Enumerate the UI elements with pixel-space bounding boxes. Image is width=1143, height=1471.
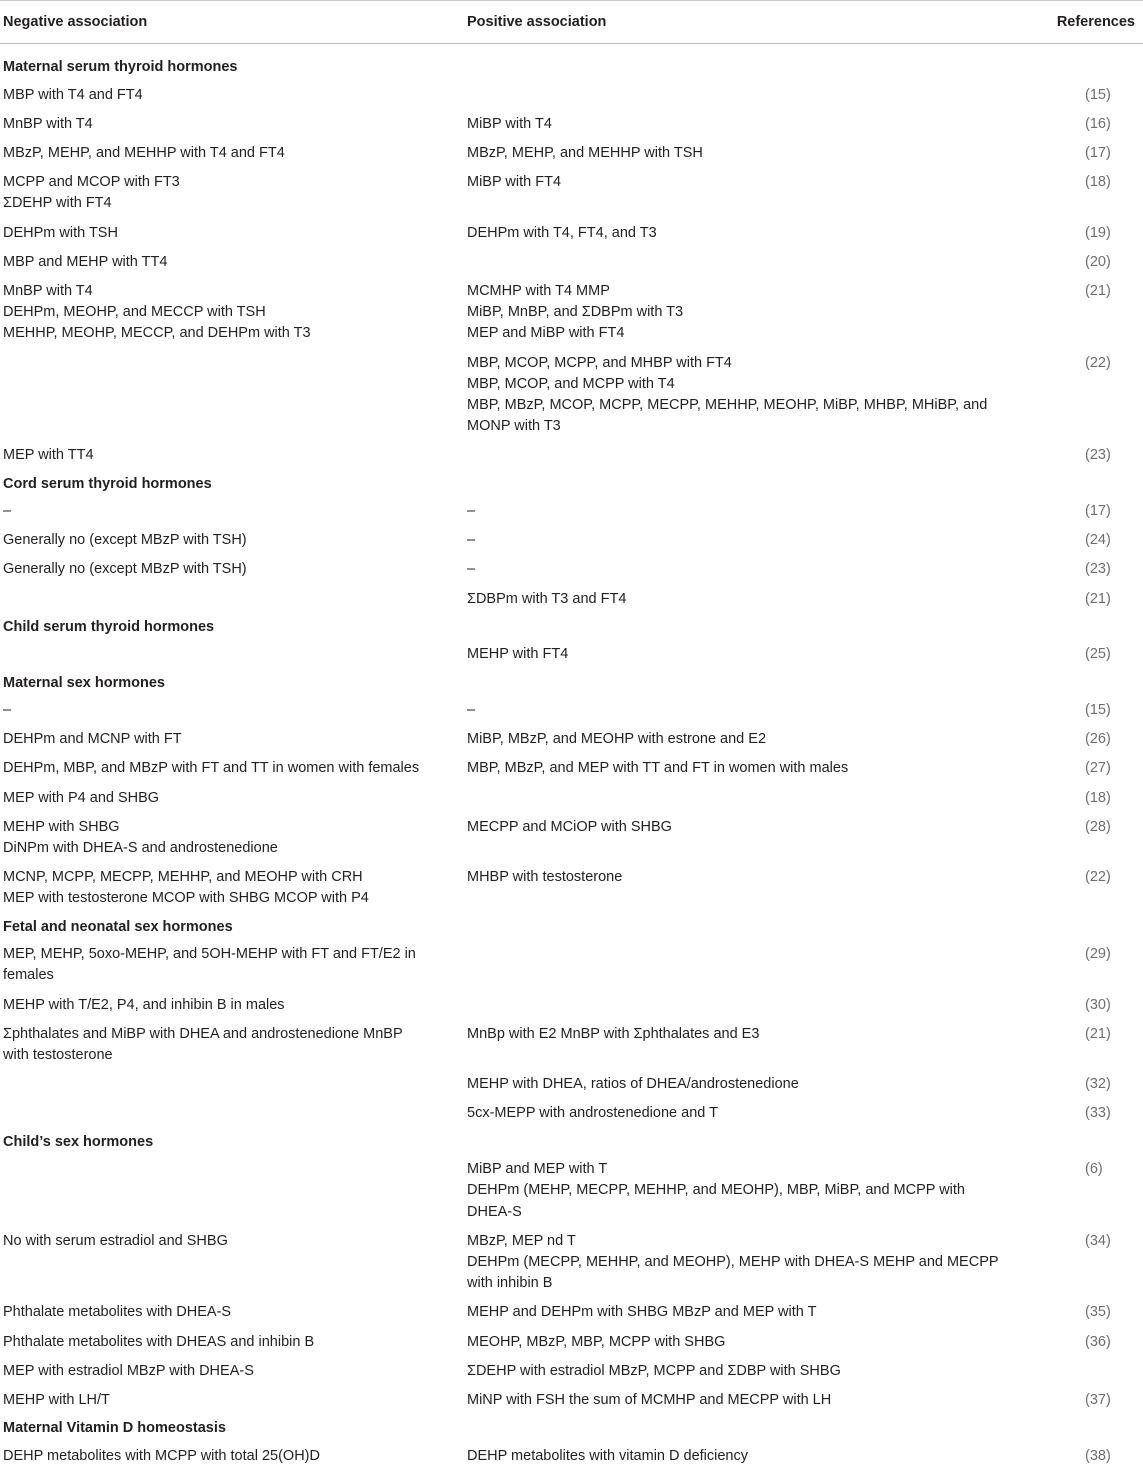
reference-cell: (37) [1085,1391,1111,1408]
table-header [0,0,1143,44]
negative-cell [0,559,467,580]
positive-cell [467,644,1043,665]
negative-cell [0,1302,467,1323]
positive-cell [467,1302,1043,1323]
positive-line: MnBp with E2 MnBP with Σphthalates and E3 [467,1025,760,1042]
negative-line: No with serum estradiol and SHBG [3,1232,228,1249]
negative-cell [0,252,467,273]
negative-line: ΣDEHP with FT4 [3,195,112,212]
positive-cell [467,223,1043,244]
reference-cell: (23) [1085,447,1111,464]
negative-line: MEP with estradiol MBzP with DHEA-S [3,1362,254,1379]
negative-line: – [3,503,12,520]
negative-line: MnBP with T4 [3,115,93,132]
header-negative: Negative association [3,14,148,30]
positive-line: MHBP with testosterone [467,869,623,886]
positive-line: 5cx-MEPP with androstenedione and T [467,1105,718,1122]
positive-cell [467,1103,1043,1124]
negative-cell [0,1332,467,1353]
reference-cell: (21) [1085,590,1111,607]
table-row [0,81,1143,110]
negative-cell [0,223,467,244]
table-row [0,1442,1143,1471]
positive-line: MiNP with FSH the sum of MCMHP and MECPP with LH [467,1391,832,1408]
table-row [0,1099,1143,1128]
reference-cell: (19) [1085,224,1111,241]
reference-cell: (28) [1085,818,1111,835]
negative-cell [0,995,467,1016]
table-row [0,1386,1143,1415]
positive-line: MiBP with FT4 [467,174,562,191]
negative-line: MEHP with LH/T [3,1391,110,1408]
negative-cell [0,114,467,135]
section-heading: Maternal sex hormones [3,674,165,691]
reference-cell: (34) [1085,1232,1111,1249]
section-heading: Cord serum thyroid hormones [3,475,212,492]
table-row [0,1227,1143,1299]
reference-cell: (17) [1085,503,1111,520]
positive-line: – [467,561,476,578]
positive-line: MiBP and MEP with T [467,1161,608,1178]
table-row [0,640,1143,669]
negative-cell [0,644,467,665]
table-row [0,1155,1143,1227]
negative-line: MEHHP, MEOHP, MECCP, and DEHPm with T3 [3,325,311,342]
reference-cell: (24) [1085,532,1111,549]
table-row [0,1357,1143,1386]
positive-cell [467,114,1043,135]
positive-cell [467,788,1043,809]
reference-cell: (29) [1085,946,1111,963]
reference-cell: (18) [1085,789,1111,806]
negative-cell [0,1231,467,1295]
positive-cell [467,501,1043,522]
positive-line: DEHPm (MECPP, MEHHP, and MEOHP), MEHP with DHEA-S MEHP and MECPP [467,1253,999,1270]
positive-line: DEHPm with T4, FT4, and T3 [467,224,657,241]
reference-cell: (6) [1085,1161,1103,1178]
negative-line: MBP and MEHP with TT4 [3,253,168,270]
reference-cell: (15) [1085,86,1111,103]
negative-line: females [3,967,54,984]
section-heading: Maternal Vitamin D homeostasis [3,1420,226,1437]
negative-line: MEP with P4 and SHBG [3,789,160,806]
positive-cell [467,1159,1043,1223]
table-row [0,696,1143,725]
table-row [0,1020,1143,1070]
positive-cell [467,1332,1043,1353]
positive-line: DHEA-S [467,1203,522,1220]
positive-cell [467,172,1043,214]
positive-cell [467,559,1043,580]
reference-cell: (17) [1085,144,1111,161]
positive-cell [467,530,1043,551]
negative-line: with testosterone [3,1047,113,1063]
positive-line: MEP and MiBP with FT4 [467,325,625,342]
positive-cell [467,944,1043,986]
negative-cell [0,788,467,809]
negative-line: Generally no (except MBzP with TSH) [3,561,247,578]
negative-cell [0,445,467,466]
negative-cell [0,729,467,750]
negative-cell [0,1103,467,1124]
negative-cell [0,944,467,986]
table-row [0,1070,1143,1099]
negative-cell [0,172,467,214]
positive-line: MEHP with DHEA, ratios of DHEA/androstenedione [467,1076,799,1093]
positive-cell [467,1231,1043,1295]
positive-cell [467,867,1043,909]
positive-cell [467,1074,1043,1095]
negative-cell [0,501,467,522]
reference-cell: (27) [1085,760,1111,777]
positive-line: ΣDBPm with T3 and FT4 [467,590,627,607]
positive-line: MEOHP, MBzP, MBP, MCPP with SHBG [467,1333,726,1350]
negative-cell [0,1446,467,1467]
negative-cell [0,700,467,721]
reference-cell: (22) [1085,869,1111,886]
negative-line: MBzP, MEHP, and MEHHP with T4 and FT4 [3,144,285,161]
table-row [0,168,1143,218]
positive-line: MBP, MCOP, and MCPP with T4 [467,375,675,392]
negative-cell [0,530,467,551]
table-row [0,863,1143,913]
reference-cell: (22) [1085,354,1111,371]
positive-line: with inhibin B [467,1275,553,1292]
negative-line: DEHPm with TSH [3,224,118,241]
table-row [0,754,1143,783]
negative-line: DEHPm and MCNP with FT [3,731,182,748]
positive-cell [467,995,1043,1016]
positive-cell [467,85,1043,106]
positive-line: MiBP, MBzP, and MEOHP with estrone and E2 [467,731,767,748]
negative-line: DEHPm, MEOHP, and MECCP with TSH [3,304,266,321]
negative-cell [0,867,467,909]
positive-cell [467,1390,1043,1411]
table-row [0,813,1143,863]
table-row [0,585,1143,614]
table-row [0,441,1143,470]
positive-line: MCMHP with T4 MMP [467,282,610,299]
positive-cell [467,252,1043,273]
reference-cell: (20) [1085,253,1111,270]
negative-line: MEP, MEHP, 5oxo-MEHP, and 5OH-MEHP with FT and FT/E2 in [3,946,416,963]
positive-line: MEHP and DEHPm with SHBG MBzP and MEP with T [467,1304,817,1321]
reference-cell: (33) [1085,1105,1111,1122]
positive-cell [467,1446,1043,1467]
positive-line: DEHPm (MEHP, MECPP, MEHHP, and MEOHP), MBP, MiBP, and MCPP with [467,1182,965,1199]
negative-line: MBP with T4 and FT4 [3,86,143,103]
negative-line: MCPP and MCOP with FT3 [3,174,180,191]
positive-cell [467,353,1043,438]
negative-cell [0,1390,467,1411]
table-body [0,44,1143,1471]
negative-line: MEHP with SHBG [3,818,120,835]
reference-cell: (32) [1085,1076,1111,1093]
negative-cell [0,1159,467,1223]
negative-cell [0,281,467,345]
reference-cell: (25) [1085,646,1111,663]
positive-line: DEHP metabolites with vitamin D deficiency [467,1447,748,1464]
table-row [0,110,1143,139]
table-row [0,725,1143,754]
table-row [0,139,1143,168]
negative-line: Σphthalates and MiBP with DHEA and androstenedione MnBP [3,1025,403,1042]
negative-line: Generally no (except MBzP with TSH) [3,532,247,549]
reference-cell: (23) [1085,561,1111,578]
positive-line: MiBP, MnBP, and ΣDBPm with T3 [467,304,684,321]
section-heading: Maternal serum thyroid hormones [3,59,238,75]
negative-line: MEHP with T/E2, P4, and inhibin B in males [3,996,285,1013]
table-row [0,219,1143,248]
table-row [0,497,1143,526]
reference-cell: (38) [1085,1447,1111,1464]
table-row [0,248,1143,277]
negative-cell [0,758,467,779]
negative-line: MCNP, MCPP, MECPP, MEHHP, and MEOHP with CRH [3,869,363,886]
negative-line: MnBP with T4 [3,282,93,299]
negative-line: DEHP metabolites with MCPP with total 25(OH)D [3,1447,320,1464]
section-heading: Fetal and neonatal sex hormones [3,918,233,935]
positive-line: – [467,503,476,520]
reference-cell: (21) [1085,282,1111,299]
positive-cell [467,758,1043,779]
positive-cell [467,1024,1043,1066]
positive-cell [467,445,1043,466]
header-references: References [1056,14,1135,30]
positive-line: MiBP with T4 [467,115,552,132]
reference-cell: (21) [1085,1025,1111,1042]
negative-cell [0,353,467,438]
reference-cell: (36) [1085,1333,1111,1350]
positive-line: MBzP, MEP nd T [467,1232,576,1249]
positive-line: MONP with T3 [467,418,561,435]
table-row [0,555,1143,584]
reference-cell: (35) [1085,1304,1111,1321]
positive-cell [467,589,1043,610]
negative-line: MEP with TT4 [3,447,94,464]
positive-cell [467,281,1043,345]
negative-cell [0,589,467,610]
negative-cell [0,85,467,106]
negative-line: Phthalate metabolites with DHEAS and inhibin B [3,1333,315,1350]
negative-line: DiNPm with DHEA-S and androstenedione [3,840,278,857]
table-row [0,1298,1143,1327]
positive-cell [467,817,1043,859]
reference-cell: (15) [1085,702,1111,719]
negative-line: Phthalate metabolites with DHEA-S [3,1304,232,1321]
negative-line: MEP with testosterone MCOP with SHBG MCOP with P4 [3,890,369,907]
table-row [0,1328,1143,1357]
table-row [0,991,1143,1020]
table-row [0,940,1143,990]
reference-cell: (30) [1085,996,1111,1013]
negative-cell [0,1024,467,1066]
positive-cell [467,700,1043,721]
negative-cell [0,817,467,859]
positive-line: – [467,702,476,719]
section-heading: Child’s sex hormones [3,1133,154,1150]
reference-cell: (18) [1085,174,1111,191]
positive-line: MBP, MBzP, and MEP with TT and FT in women with males [467,760,849,777]
header-positive: Positive association [467,14,607,30]
positive-cell [467,729,1043,750]
reference-cell: (26) [1085,731,1111,748]
negative-line: – [3,702,12,719]
negative-cell [0,143,467,164]
table-row [0,277,1143,349]
table-row [0,349,1143,442]
positive-line: – [467,532,476,549]
table-row [0,784,1143,813]
negative-line: DEHPm, MBP, and MBzP with FT and TT in women with females [3,760,420,777]
reference-cell: (16) [1085,115,1111,132]
positive-line: MBP, MCOP, MCPP, and MHBP with FT4 [467,354,732,371]
positive-line: ΣDEHP with estradiol MBzP, MCPP and ΣDBP with SHBG [467,1362,841,1379]
positive-cell [467,143,1043,164]
positive-line: MECPP and MCiOP with SHBG [467,818,672,835]
positive-line: MBzP, MEHP, and MEHHP with TSH [467,144,703,161]
positive-line: MEHP with FT4 [467,646,569,663]
table-row [0,526,1143,555]
section-heading: Child serum thyroid hormones [3,618,215,635]
negative-cell [0,1074,467,1095]
positive-line: MBP, MBzP, MCOP, MCPP, MECPP, MEHHP, MEOHP, MiBP, MHBP, MHiBP, and [467,396,988,413]
